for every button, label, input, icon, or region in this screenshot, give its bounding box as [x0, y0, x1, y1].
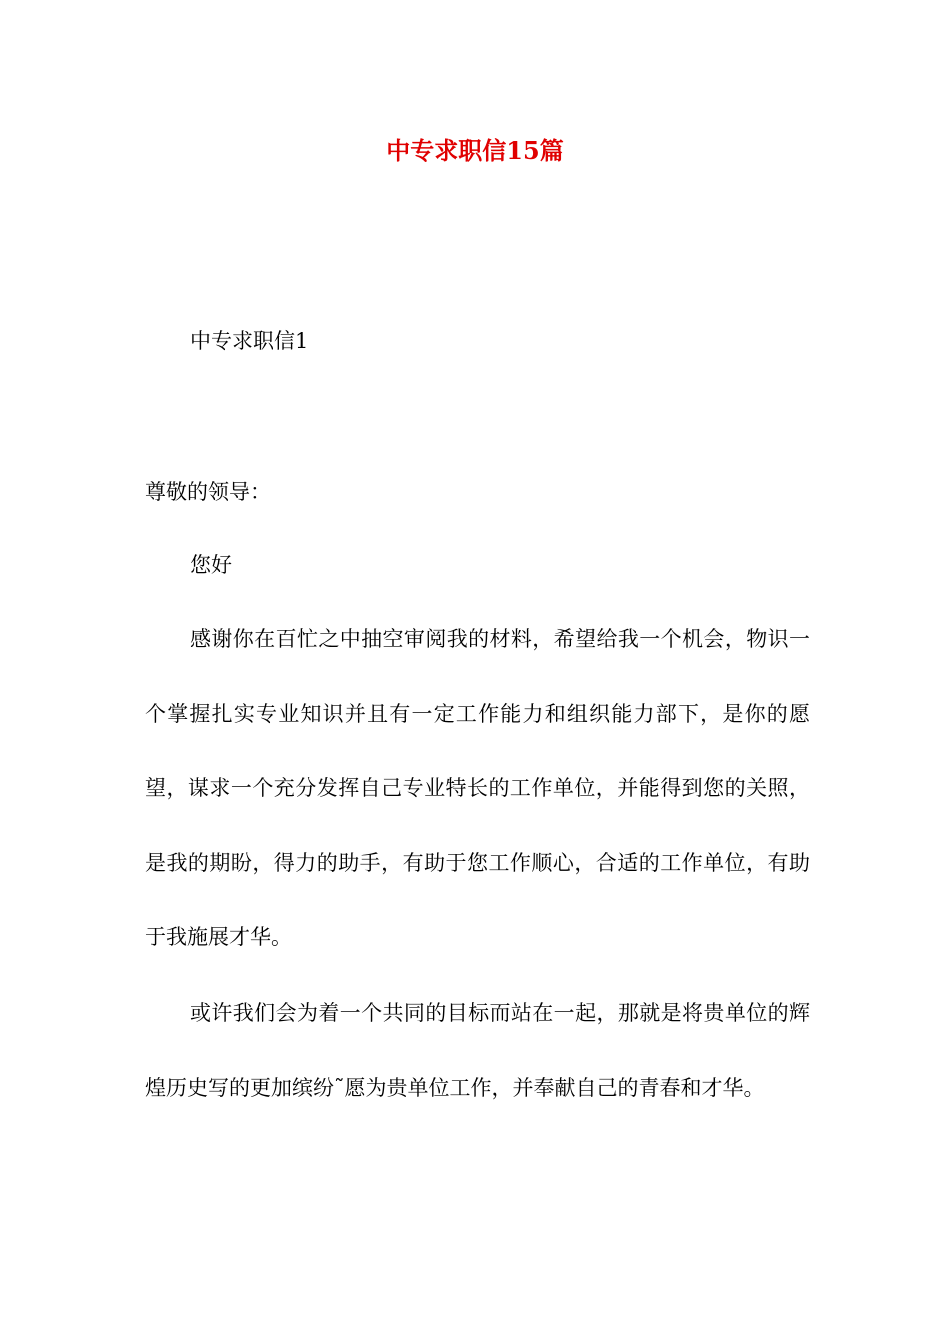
salutation: 尊敬的领导： [145, 480, 271, 504]
greeting: 您好 [190, 553, 232, 577]
body-paragraph: 或许我们会为着一个共同的目标而站在一起，那就是将贵单位的辉煌历史写的更加缤纷˜愿为贵单位工作，并奉献自己的青春和才华。 [145, 1001, 810, 1100]
body-paragraph: 感谢你在百忙之中抽空审阅我的材料，希望给我一个机会，物识一个掌握扎实专业知识并且有一定工作能力和组织能力部下，是你的愿望，谋求一个充分发挥自己专业特长的工作单位，并能得到您的关照，是我的期盼，得力的助手，有助于您工作顺心，合适的工作单位，有助于我施展才华。 [145, 627, 810, 949]
document-title: 中专求职信15篇 [386, 136, 564, 165]
section-heading: 中专求职信1 [190, 329, 309, 353]
